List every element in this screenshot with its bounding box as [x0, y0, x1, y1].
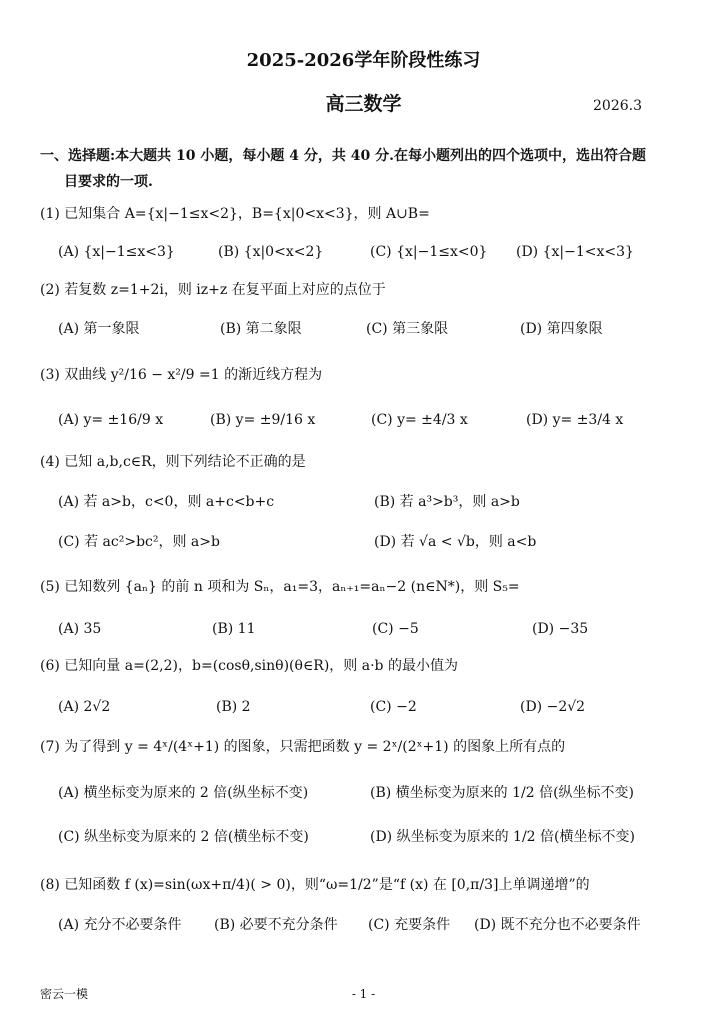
question-6-stem: (6) 已知向量 a=(2,2)，b=(cosθ,sinθ)(θ∈R)，则 a·b 的最小值为 [40, 658, 458, 674]
question-5-option-a: (A) 35 [58, 621, 102, 637]
question-7-stem: (7) 为了得到 y = 4ˣ/(4ˣ+1) 的图象，只需把函数 y = 2ˣ/(2ˣ+1) 的图象上所有点的 [40, 739, 566, 755]
question-6-option-b: (B) 2 [216, 699, 251, 715]
page-number: - 1 - [351, 987, 376, 1001]
question-6-option-c: (C) −2 [370, 699, 417, 715]
question-2-option-c: (C) 第三象限 [366, 321, 449, 337]
question-8-option-b: (B) 必要不充分条件 [214, 917, 338, 933]
subject-title: 高三数学 [325, 93, 402, 115]
question-5-option-b: (B) 11 [212, 621, 256, 637]
exam-date: 2026.3 [593, 98, 642, 114]
question-8-option-a: (A) 充分不必要条件 [58, 917, 182, 933]
question-2-option-b: (B) 第二象限 [220, 321, 302, 337]
question-1-option-d: (D) {x|−1<x<3} [516, 244, 634, 260]
question-3-stem: (3) 双曲线 y²/16 − x²/9 =1 的渐近线方程为 [40, 367, 323, 383]
question-8-option-c: (C) 充要条件 [368, 917, 451, 933]
question-7-option-a: (A) 横坐标变为原来的 2 倍(纵坐标不变) [58, 785, 309, 801]
question-7-option-c: (C) 纵坐标变为原来的 2 倍(横坐标不变) [58, 829, 309, 845]
question-5-stem: (5) 已知数列 {aₙ} 的前 n 项和为 Sₙ，a₁=3，aₙ₊₁=aₙ−2 (n∈N*)，则 S₅= [40, 579, 520, 595]
question-5-option-d: (D) −35 [532, 621, 589, 637]
question-5-option-c: (C) −5 [372, 621, 419, 637]
question-7-option-b: (B) 横坐标变为原来的 1/2 倍(纵坐标不变) [370, 785, 635, 801]
question-6-option-a: (A) 2√2 [58, 699, 111, 715]
question-4-option-d: (D) 若 √a < √b，则 a<b [374, 534, 537, 550]
question-3-option-d: (D) y= ±3/4 x [526, 412, 624, 428]
question-2-option-a: (A) 第一象限 [58, 321, 140, 337]
question-4-option-a: (A) 若 a>b，c<0，则 a+c<b+c [58, 494, 275, 510]
question-6-option-d: (D) −2√2 [520, 699, 586, 715]
question-4-option-c: (C) 若 ac²>bc²，则 a>b [58, 534, 220, 550]
question-3-option-c: (C) y= ±4/3 x [371, 412, 468, 428]
question-2-stem: (2) 若复数 z=1+2i，则 iz+z 在复平面上对应的点位于 [40, 282, 386, 298]
question-1-stem: (1) 已知集合 A={x|−1≤x<2}，B={x|0<x<3}，则 A∪B= [40, 206, 430, 222]
question-4-stem: (4) 已知 a,b,c∈R，则下列结论不正确的是 [40, 454, 306, 470]
question-8-option-d: (D) 既不充分也不必要条件 [474, 917, 641, 933]
section-heading-line1: 一、选择题:本大题共 10 小题，每小题 4 分，共 40 分.在每小题列出的四个选项中，选出符合题 [40, 148, 646, 164]
footer-source-label: 密云一模 [40, 987, 89, 1001]
question-8-stem: (8) 已知函数 f (x)=sin(ωx+π/4)( > 0)，则“ω=1/2”是“f (x) 在 [0,π/3]上单调递增”的 [40, 877, 590, 893]
question-7-option-d: (D) 纵坐标变为原来的 1/2 倍(横坐标不变) [370, 829, 635, 845]
question-1-option-c: (C) {x|−1≤x<0} [370, 244, 488, 260]
question-3-option-b: (B) y= ±9/16 x [210, 412, 316, 428]
question-1-option-a: (A) {x|−1≤x<3} [58, 244, 175, 260]
exam-title: 2025-2026学年阶段性练习 [246, 50, 481, 71]
question-1-option-b: (B) {x|0<x<2} [218, 244, 324, 260]
question-3-option-a: (A) y= ±16/9 x [58, 412, 164, 428]
question-2-option-d: (D) 第四象限 [520, 321, 603, 337]
question-4-option-b: (B) 若 a³>b³，则 a>b [374, 494, 520, 510]
section-heading-line2: 目要求的一项. [64, 174, 153, 190]
